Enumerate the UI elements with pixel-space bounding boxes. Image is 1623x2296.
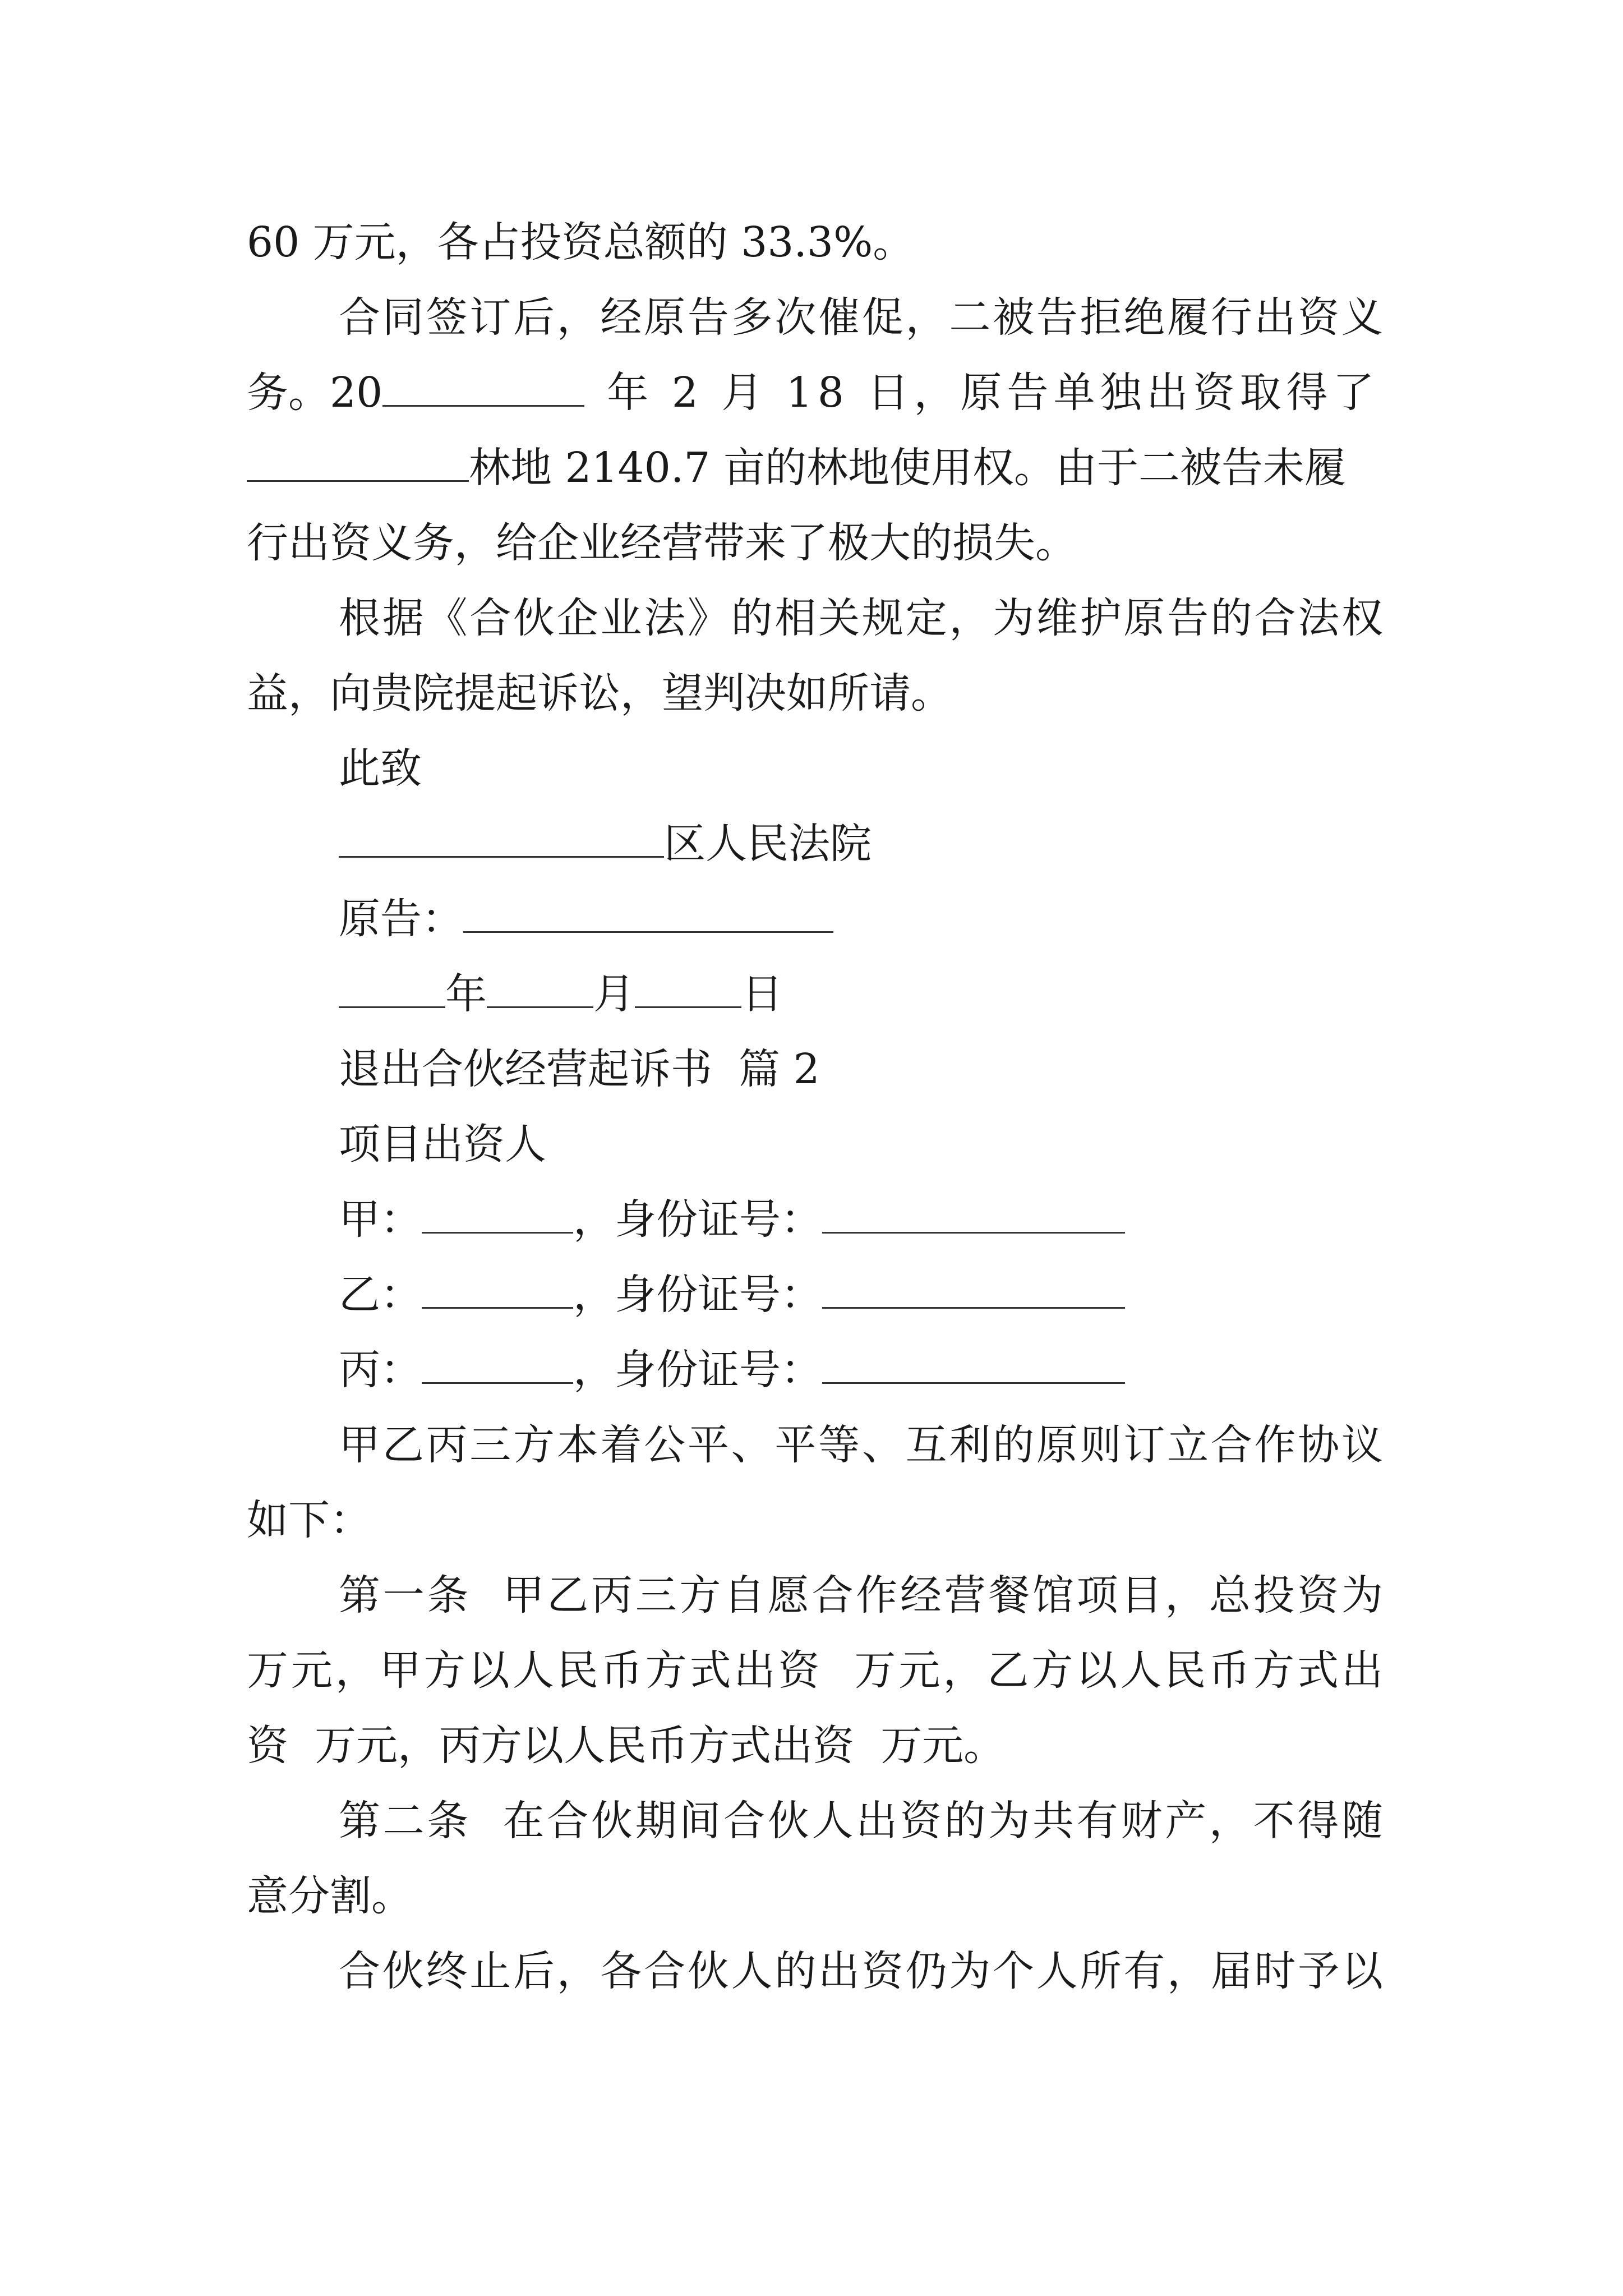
paragraph-line: 如下：	[247, 1496, 371, 1544]
court-name-blank	[339, 816, 664, 858]
paragraph-line: 万元，甲方以人民币方式出资 万元，乙方以人民币方式出	[247, 1646, 1383, 1695]
line-text: 林地 2140.7 亩的林地使用权。由于二被告未履	[469, 444, 1346, 492]
line-text: ，身份证号：	[573, 1346, 822, 1394]
paragraph-line: 60 万元，各占投资总额的 33.3%。	[247, 218, 915, 266]
date-line	[339, 960, 783, 1028]
paragraph-line: 合同签订后，经原告多次催促，二被告拒绝履行出资义	[339, 293, 1383, 342]
line-text: ，身份证号：	[573, 1195, 822, 1244]
article-line: 第一条 甲乙丙三方自愿合作经营餐馆项目，总投资为	[339, 1571, 1383, 1619]
article-line: 第二条 在合伙期间合伙人出资的为共有财产，不得随	[339, 1797, 1383, 1845]
id-number-blank	[822, 1267, 1125, 1309]
day-blank	[635, 966, 741, 1008]
name-blank	[422, 1267, 573, 1309]
name-blank	[422, 1342, 573, 1384]
paragraph-line: 资 万元，丙方以人民币方式出资 万元。	[247, 1722, 1006, 1770]
line-text: 原告：	[339, 895, 463, 943]
paragraph-line: 项目出资人	[339, 1120, 546, 1168]
line-text: 甲：	[339, 1195, 422, 1244]
line-text: 乙：	[339, 1271, 422, 1319]
location-blank	[247, 440, 469, 482]
party-a-line	[339, 1186, 1125, 1253]
section-title: 退出合伙经营起诉书 篇 2	[339, 1045, 820, 1093]
year-blank	[339, 966, 445, 1008]
paragraph-line: 行出资义务，给企业经营带来了极大的损失。	[247, 519, 1077, 567]
line-text: 年	[445, 970, 487, 1018]
line-text: 务。20	[247, 369, 383, 417]
party-b-line	[339, 1261, 1125, 1328]
name-blank	[422, 1191, 573, 1234]
line-text: 日	[741, 970, 783, 1018]
line-text: 丙：	[339, 1346, 422, 1394]
party-c-line	[339, 1336, 1125, 1404]
paragraph-line	[247, 434, 1346, 501]
id-number-blank	[822, 1342, 1125, 1384]
line-text: 年 2 月 18 日，原告单独出资取得了	[607, 369, 1380, 417]
line-text: ，身份证号：	[573, 1271, 822, 1319]
paragraph-line	[247, 359, 1380, 426]
closing-line: 此致	[339, 744, 422, 793]
line-text: 月	[593, 970, 635, 1018]
id-number-blank	[822, 1191, 1125, 1234]
line-text: 区人民法院	[664, 820, 872, 868]
paragraph-line: 合伙终止后，各合伙人的出资仍为个人所有，届时予以	[339, 1947, 1383, 1995]
plaintiff-blank	[463, 891, 833, 933]
month-blank	[487, 966, 593, 1008]
plaintiff-line	[339, 885, 833, 953]
paragraph-line: 益，向贵院提起诉讼，望判决如所请。	[247, 669, 952, 717]
paragraph-line: 根据《合伙企业法》的相关规定，为维护原告的合法权	[339, 594, 1383, 642]
paragraph-line: 意分割。	[247, 1872, 413, 1920]
court-line	[339, 810, 872, 877]
year-blank	[382, 365, 584, 407]
paragraph-line: 甲乙丙三方本着公平、平等、互利的原则订立合作协议	[339, 1421, 1383, 1469]
